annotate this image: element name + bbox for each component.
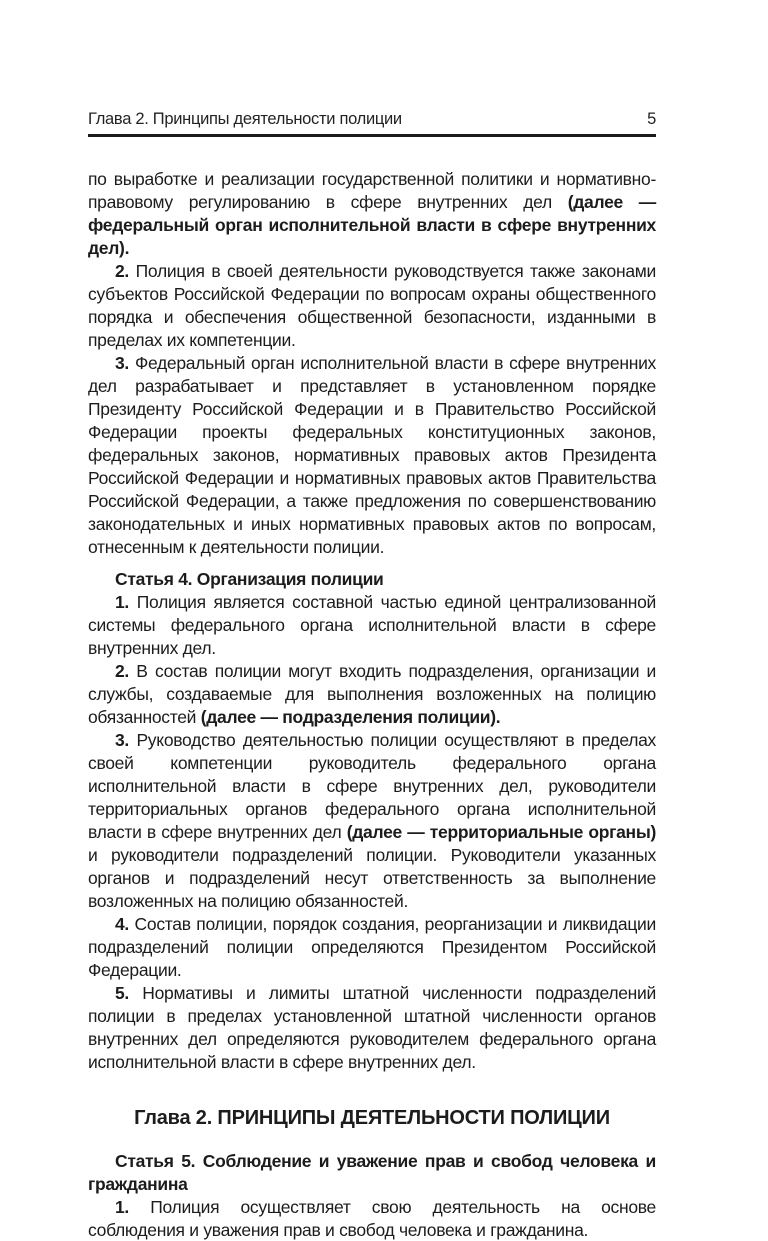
text-run: Федеральный орган исполнительной власти в сфере внутренних дел разрабатывает и представляет в установленном порядке Президенту Российской Федерации и в Правительство Российской Федерации проекты федеральных конституционных законов, федеральных законов, нормативных правовых актов Президента Российской Федерации и нормативных правовых актов Правительства Российской Федерации, а также предложения по совершенствованию законодательных и иных нормативных правовых актов по вопросам, отнесенным к деятельности полиции. bbox=[88, 353, 656, 557]
bold-text-run: (далее — федеральный орган исполнительной власти в сфере внутренних дел). bbox=[88, 192, 656, 258]
text-run: Нормативы и лимиты штатной численности подразделений полиции в пределах установленной штатной численности органов внутренних дел определяются руководителем федерального органа исполнительной власти в сфере внутренних дел. bbox=[88, 983, 656, 1072]
paragraph-item-3 bbox=[88, 352, 656, 559]
text-run: по выработке и реализации государственной политики и нормативно-правовому регулированию в сфере внутренних дел bbox=[88, 169, 656, 212]
bold-text-run: 2. bbox=[115, 661, 129, 681]
bold-text-run: 1. bbox=[115, 592, 129, 612]
page-number: 5 bbox=[647, 110, 656, 128]
chapter-2-heading bbox=[88, 1107, 656, 1130]
text-run: В состав полиции могут входить подразделения, организации и службы, создаваемые для выполнения возложенных на полицию обязанностей bbox=[88, 661, 656, 727]
text-run: Состав полиции, порядок создания, реорганизации и ликвидации подразделений полиции определяются Президентом Российской Федерации. bbox=[88, 914, 656, 980]
paragraph-item-4 bbox=[88, 913, 656, 982]
paragraph-continuation bbox=[88, 168, 656, 260]
text-run: Полиция в своей деятельности руководствуется также законами субъектов Российской Федерации по вопросам охраны общественного порядка и обеспечения общественной безопасности, изданными в пределах их компетенции. bbox=[88, 261, 656, 350]
paragraph-item-1 bbox=[88, 1196, 656, 1241]
bold-text-run: Глава 2. ПРИНЦИПЫ ДЕЯТЕЛЬНОСТИ ПОЛИЦИИ bbox=[134, 1107, 610, 1129]
bold-text-run: 5. bbox=[115, 983, 129, 1003]
running-title: Глава 2. Принципы деятельности полиции bbox=[88, 110, 402, 128]
text-run: Руководство деятельностью полиции осуществляют в пределах своей компетенции руководитель федерального органа исполнительной власти в сфере внутренних дел, руководители территориальных органов федерального органа исполнительной власти в сфере внутренних дел bbox=[88, 730, 656, 842]
bold-text-run: (далее — территориальные органы) bbox=[346, 822, 656, 842]
paragraph-item-5 bbox=[88, 982, 656, 1074]
paragraph-item-1 bbox=[88, 591, 656, 660]
page-body bbox=[88, 168, 656, 1241]
article-4-heading bbox=[88, 568, 656, 591]
bold-text-run: 3. bbox=[115, 353, 129, 373]
text-run: Полиция осуществляет свою деятельность на основе соблюдения и уважения прав и свобод человека и гражданина. bbox=[88, 1197, 656, 1240]
bold-text-run: (далее — подразделения полиции). bbox=[200, 707, 501, 727]
paragraph-item-3 bbox=[88, 729, 656, 913]
page-header bbox=[88, 110, 656, 137]
text-run: и руководители подразделений полиции. Руководители указанных органов и подразделений несут ответственность за выполнение возложенных на полицию обязанностей. bbox=[88, 845, 656, 911]
text-run: Полиция является составной частью единой централизованной системы федерального органа исполнительной власти в сфере внутренних дел. bbox=[88, 592, 656, 658]
paragraph-item-2 bbox=[88, 260, 656, 352]
bold-text-run: 1. bbox=[115, 1197, 129, 1217]
bold-text-run: 2. bbox=[115, 261, 129, 281]
paragraph-item-2 bbox=[88, 660, 656, 729]
article-5-heading bbox=[88, 1150, 656, 1196]
bold-text-run: 4. bbox=[115, 914, 129, 934]
bold-text-run: Статья 5. Соблюдение и уважение прав и свобод человека и гражданина bbox=[88, 1151, 656, 1194]
bold-text-run: 3. bbox=[115, 730, 129, 750]
bold-text-run: Статья 4. Организация полиции bbox=[115, 569, 384, 589]
